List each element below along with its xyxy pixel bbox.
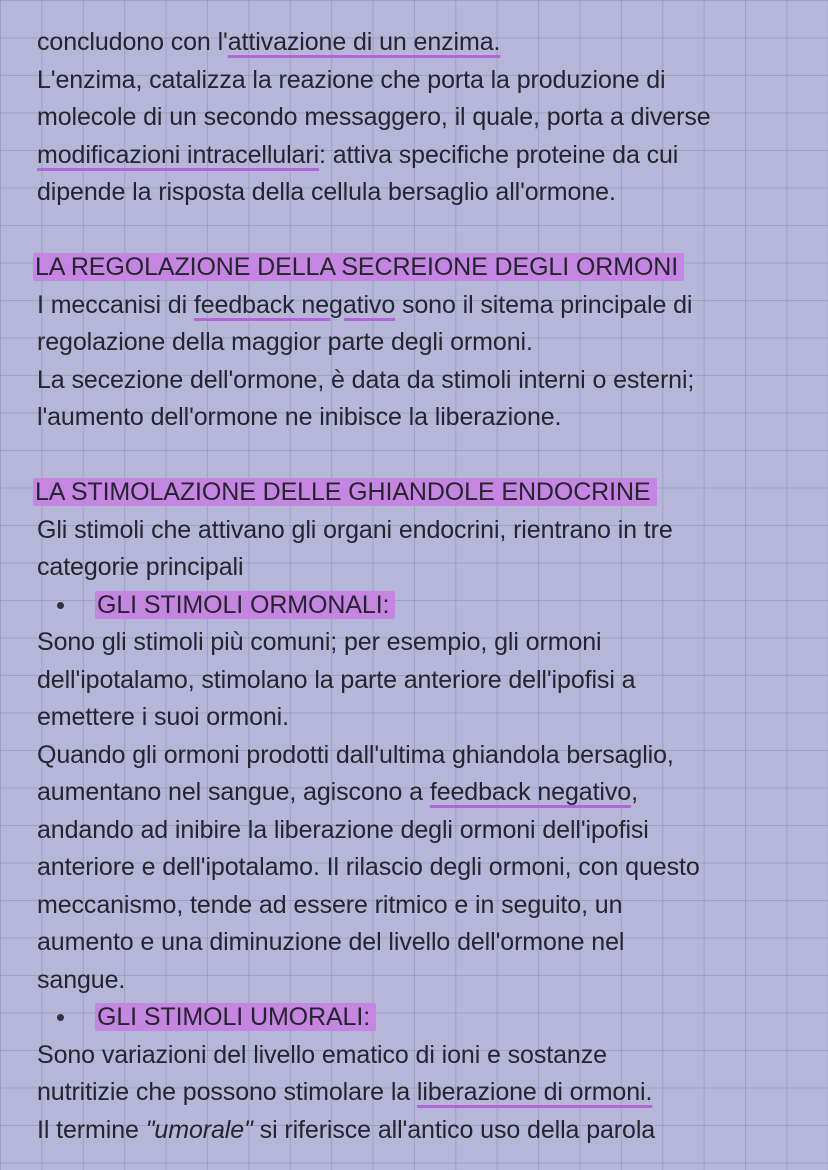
text-segment: Il termine xyxy=(37,1115,146,1144)
text-line xyxy=(37,1112,655,1150)
text-segment: , xyxy=(631,778,638,806)
underlined-text: feedback negativo xyxy=(429,778,632,806)
italic-text: "umorale" xyxy=(145,1115,253,1144)
text-segment: I meccanisi di xyxy=(37,290,194,319)
text-line: l'aumento dell'ormone ne inibisce la liberazione. xyxy=(37,403,562,431)
underlined-text: liberazione di ormoni. xyxy=(416,1078,653,1106)
highlighted-heading: LA STIMOLAZIONE DELLE GHIANDOLE ENDOCRINE xyxy=(33,478,657,506)
text-line: dell'ipotalamo, stimolano la parte anteriore dell'ipofisi a xyxy=(37,665,636,694)
text-segment: concludono con l' xyxy=(37,28,228,56)
text-segment: nutritizie che possono stimolare la xyxy=(37,1078,417,1106)
text-line: dipende la risposta della cellula bersaglio all'ormone. xyxy=(37,178,616,206)
highlighted-subheading: GLI STIMOLI UMORALI: xyxy=(95,1003,376,1031)
bullet-heading-humoral xyxy=(95,999,376,1037)
text-line xyxy=(37,137,678,175)
text-line: anteriore e dell'ipotalamo. Il rilascio degli ormoni, con questo xyxy=(37,853,700,881)
text-line: La secezione dell'ormone, è data da stimoli interni o esterni; xyxy=(37,365,695,394)
bullet-heading-hormonal xyxy=(95,587,395,625)
text-segment: aumentano nel sangue, agiscono a xyxy=(37,778,430,806)
text-line: molecole di un secondo messaggero, il quale, porta a diverse xyxy=(37,103,711,131)
text-line xyxy=(37,287,692,325)
text-segment: : attiva specifiche proteine da cui xyxy=(319,140,679,169)
text-line xyxy=(37,24,500,62)
text-line: meccanismo, tende ad essere ritmico e in seguito, un xyxy=(37,890,623,919)
text-line xyxy=(37,1074,652,1112)
text-line: sangue. xyxy=(37,965,126,994)
bullet-icon xyxy=(57,602,64,609)
highlighted-subheading: GLI STIMOLI ORMONALI: xyxy=(95,591,395,619)
bullet-icon xyxy=(57,1014,64,1021)
text-segment: sono il sitema principale di xyxy=(395,290,693,319)
text-line: andando ad inibire la liberazione degli ormoni dell'ipofisi xyxy=(37,815,649,844)
text-line: emettere i suoi ormoni. xyxy=(37,703,289,731)
text-line: categorie principali xyxy=(37,553,244,581)
text-segment: si riferisce all'antico uso della parola xyxy=(252,1115,656,1144)
underlined-text: attivazione di un enzima. xyxy=(227,28,501,56)
text-line: Quando gli ormoni prodotti dall'ultima ghiandola bersaglio, xyxy=(37,740,674,769)
text-line xyxy=(37,774,638,812)
text-line: L'enzima, catalizza la reazione che porta la produzione di xyxy=(37,65,666,94)
section-heading-regulation xyxy=(33,249,684,287)
text-line: Sono variazioni del livello ematico di ioni e sostanze xyxy=(37,1040,607,1069)
section-heading-stimulation xyxy=(33,474,657,512)
underlined-text: modificazioni intracellulari xyxy=(37,140,320,169)
text-line: Sono gli stimoli più comuni; per esempio, gli ormoni xyxy=(37,628,602,656)
highlighted-heading: LA REGOLAZIONE DELLA SECREIONE DEGLI ORMONI xyxy=(33,253,684,281)
text-line: regolazione della maggior parte degli ormoni. xyxy=(37,328,533,356)
underlined-text: feedback negativo xyxy=(193,290,396,319)
text-line: Gli stimoli che attivano gli organi endocrini, rientrano in tre xyxy=(37,515,673,544)
text-line: aumento e una diminuzione del livello dell'ormone nel xyxy=(37,928,625,956)
